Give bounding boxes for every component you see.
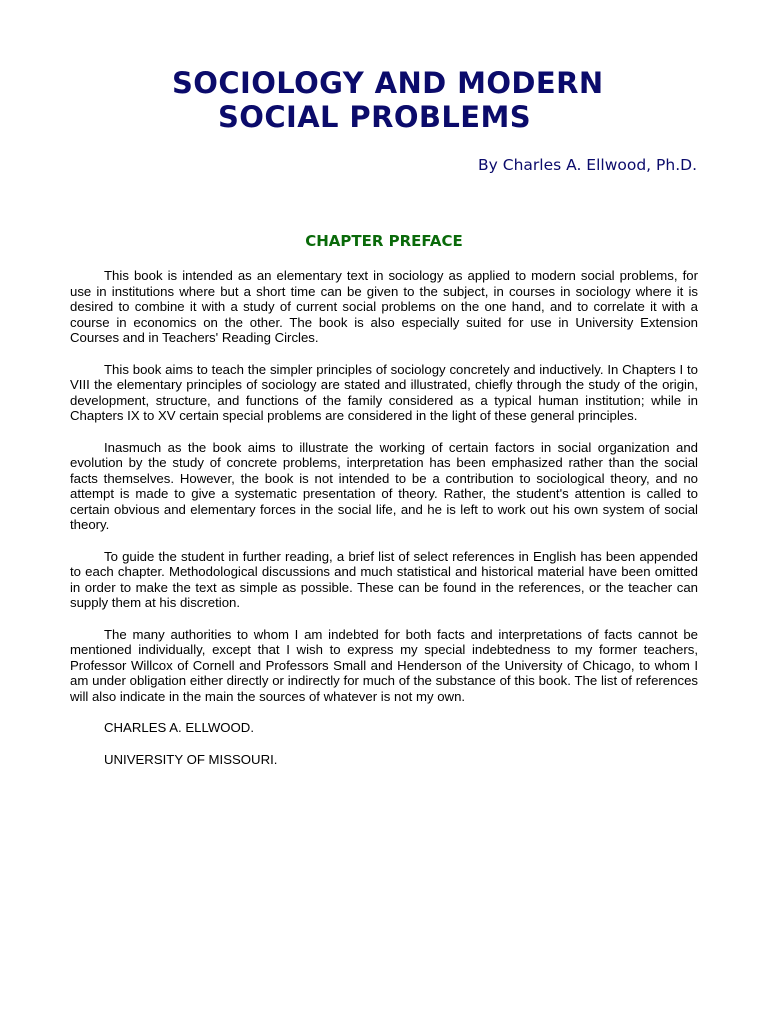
preface-body [70,268,698,783]
paragraph-1: This book is intended as an elementary text in sociology as applied to modern social problems, for use in institutions where but a short time can be given to the subject, in courses in sociology where it is desired to combine it with a study of current social problems on the one hand, and to correlate it with a course in economics on the other. The book is also especially suited for use in University Extension Courses and in Teachers' Reading Circles. [70,268,698,345]
signature-place: UNIVERSITY OF MISSOURI. [104,751,278,767]
paragraph-5: The many authorities to whom I am indebted for both facts and interpretations of facts cannot be mentioned individually, except that I wish to express my special indebtedness to my former teachers, Professor Willcox of Cornell and Professors Small and Henderson of the University of Chicago, to whom I am under obligation either directly or indirectly for much of the substance of this book. The list of references will also indicate in the main the sources of whatever is not my own. [70,626,698,704]
author-byline: By Charles A. Ellwood, Ph.D. [478,156,697,174]
signature-name: CHARLES A. ELLWOOD. [104,720,254,735]
title-line-1: SOCIOLOGY AND MODERN [172,66,604,100]
paragraph-2: This book aims to teach the simpler principles of sociology concretely and inductively. In Chapters I to VIII the elementary principles of sociology are stated and illustrated, chiefly through the study of the origin, development, structure, and functions of the family considered as a typical human institution; while in Chapters IX to XV certain special problems are considered in the light of these general principles. [70,361,698,423]
chapter-heading: CHAPTER PREFACE [305,232,463,250]
paragraph-3: Inasmuch as the book aims to illustrate the working of certain factors in social organization and evolution by the study of concrete problems, interpretation has been emphasized rather than the social facts themselves. However, the book is not intended to be a contribution to sociological theory, and no attempt is made to give a systematic presentation of theory. Rather, the student's attention is called to certain obvious and elementary forces in the social life, and he is left to work out his own system of social theory. [70,439,698,532]
document-title [0,66,768,134]
paragraph-4: To guide the student in further reading, a brief list of select references in English has been appended to each chapter. Methodological discussions and much statistical and historical material have been omitted in order to make the text as simple as possible. These can be found in the references, or the teacher can supply them at his discretion. [70,548,698,610]
title-line-2: SOCIAL PROBLEMS [218,100,532,134]
